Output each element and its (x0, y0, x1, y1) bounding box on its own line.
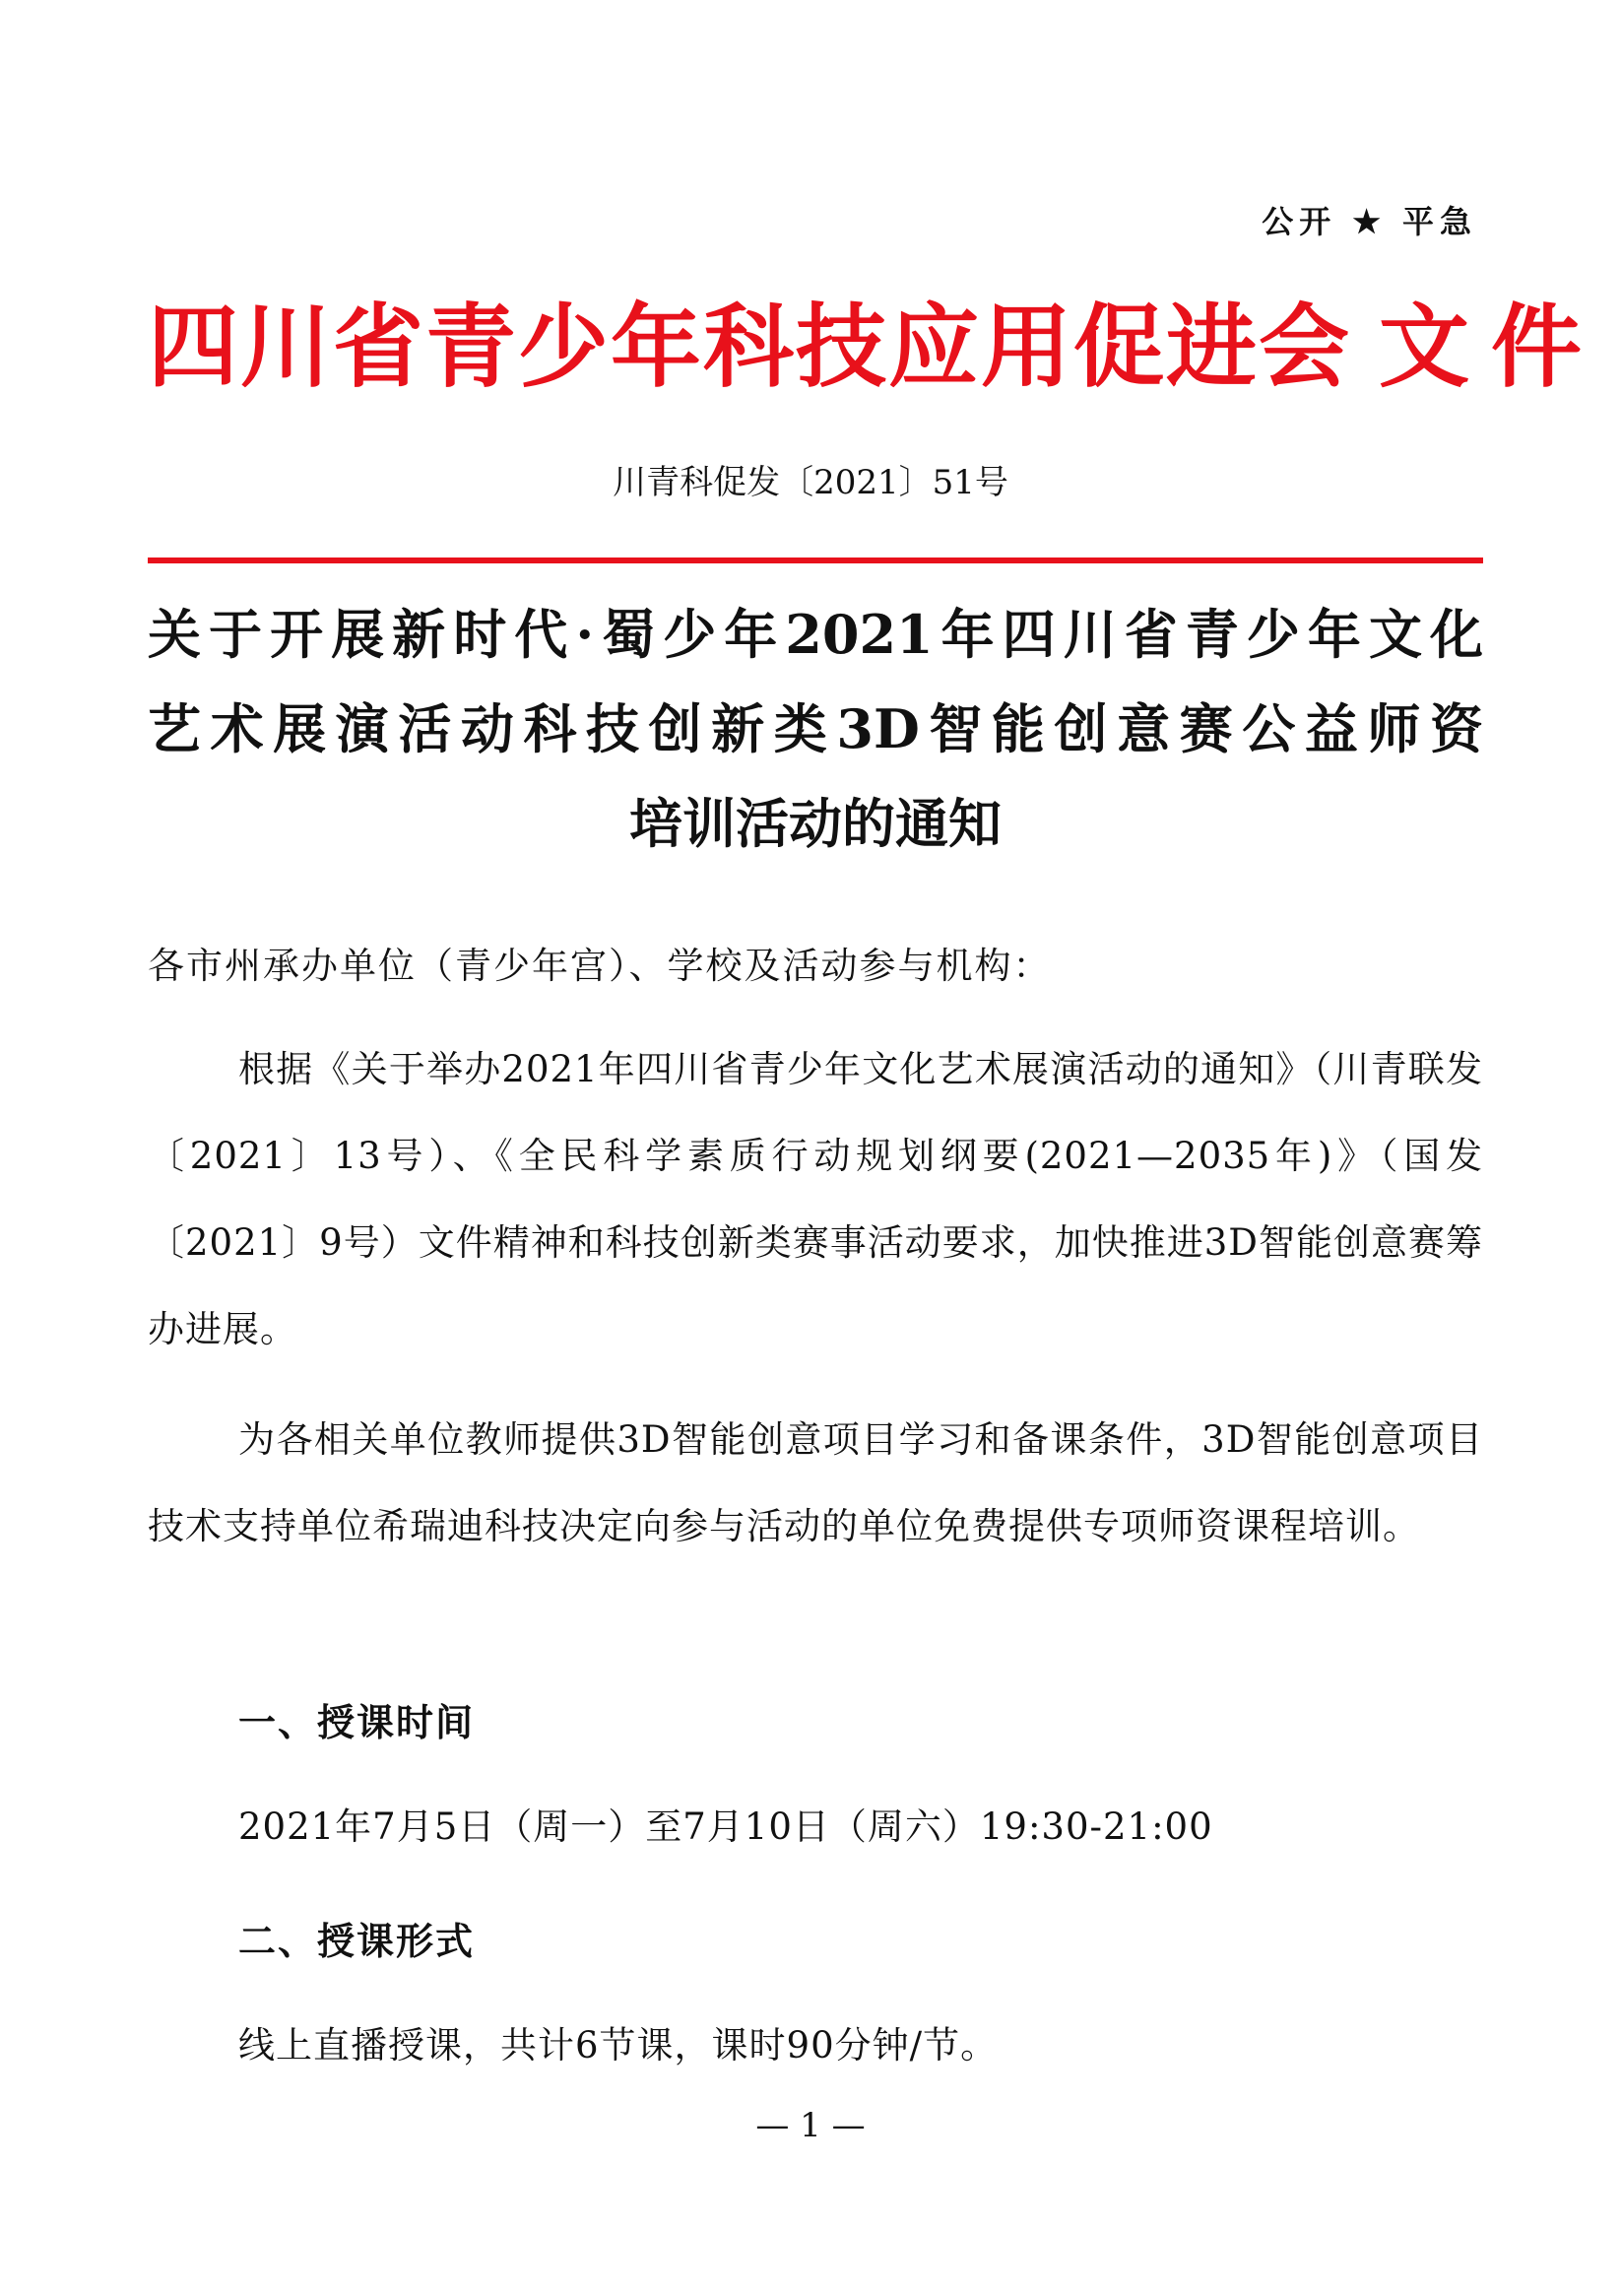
classification-urgency: 平急 (1401, 203, 1477, 240)
document-title (148, 587, 1483, 871)
document-number: 川青科促发〔2021〕51号 (613, 463, 1008, 502)
title-line-3: 培训活动的通知 (629, 792, 1002, 855)
body-paragraph: 为各相关单位教师提供3D智能创意项目学习和备课条件，3D智能创意项目技术支持单位希瑞迪科技决定向参与活动的单位免费提供专项师资课程培训。 (148, 1418, 1483, 1547)
section-heading-format: 二、授课形式 (238, 1920, 476, 1963)
body-paragraph: 根据《关于举办2021年四川省青少年文化艺术展演活动的通知》（川青联发〔2021〕13号）、《全民科学素质行动规划纲要(2021—2035年)》（国发〔2021〕9号）文件精神和科技创新类赛事活动要求，加快推进3D智能创意赛筹办进展。 (148, 1048, 1483, 1350)
title-line-2: 艺术展演活动科技创新类3D智能创意赛公益师资 (148, 697, 1483, 760)
salutation: 各市州承办单位（青少年宫）、学校及活动参与机构： (148, 945, 1052, 987)
red-divider (148, 558, 1483, 563)
issuing-organization: 四川省青少年科技应用促进会 (148, 295, 1352, 400)
document-header (148, 295, 1604, 400)
classification-public: 公开 (1262, 203, 1337, 240)
classification-mark (1262, 197, 1477, 242)
page-number: — 1 — (755, 2106, 866, 2145)
header-suffix: 文件 (1379, 295, 1604, 400)
section-body-format: 线上直播授课，共计6节课，课时90分钟/节。 (238, 2024, 999, 2066)
star-icon: ★ (1352, 203, 1387, 240)
section-body-time: 2021年7月5日（周一）至7月10日（周六）19:30-21:00 (238, 1805, 1213, 1848)
title-line-1: 关于开展新时代·蜀少年2021年四川省青少年文化 (148, 603, 1483, 666)
section-heading-time: 一、授课时间 (238, 1701, 476, 1744)
